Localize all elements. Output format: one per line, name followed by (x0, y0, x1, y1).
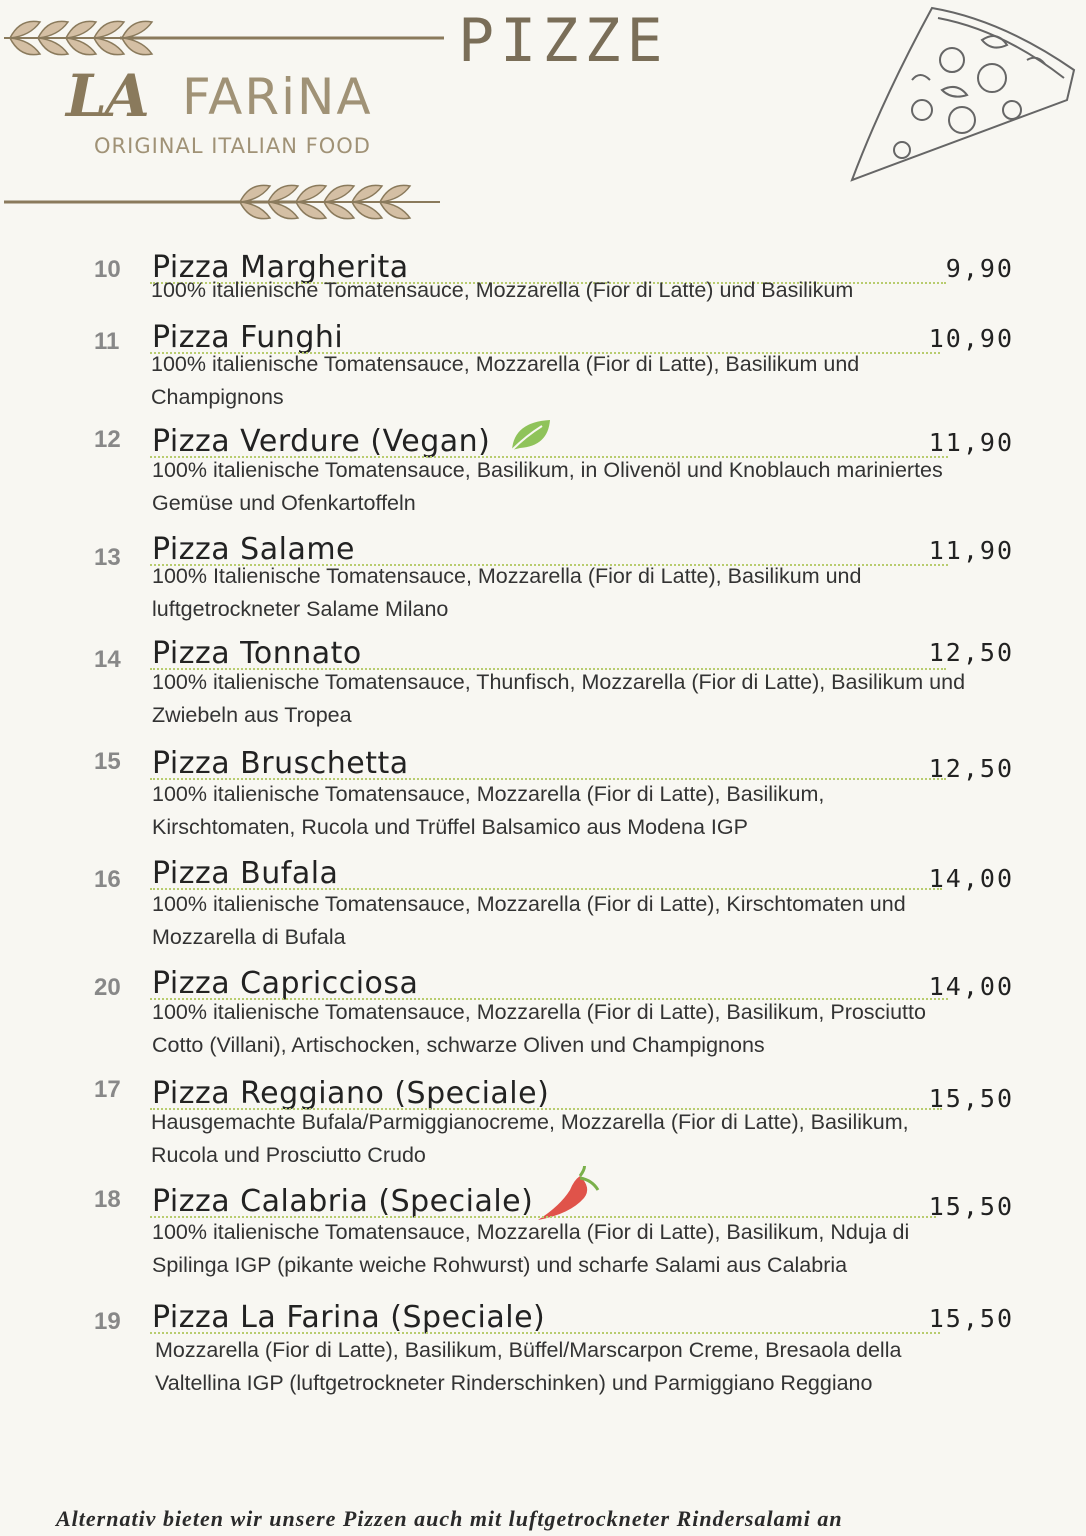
item-description: Mozzarella (Fior di Latte), Basilikum, Büffel/Marscarpon Creme, Bresaola della Valtellina IGP (luftgetrockneter Rinderschinken) und Parmiggiano Reggiano (155, 1338, 902, 1395)
item-number: 19 (94, 1308, 121, 1335)
page-title: PIZZE (458, 6, 669, 76)
item-number: 15 (94, 748, 121, 775)
item-price: 14,00 (928, 864, 1014, 893)
item-price: 15,50 (928, 1192, 1014, 1221)
item-description: 100% italienische Tomatensauce, Mozzarella (Fior di Latte) und Basilikum (151, 278, 854, 302)
item-name: Pizza Tonnato (152, 636, 362, 671)
wheat-stalk-icon (0, 8, 450, 68)
item-price: 11,90 (928, 428, 1014, 457)
item-description: 100% italienische Tomatensauce, Mozzarella (Fior di Latte), Basilikum, Kirschtomaten, Rucola und Trüffel Balsamico aus Modena IGP (152, 782, 825, 839)
wheat-stalk-icon (0, 172, 450, 232)
item-name: Pizza Bruschetta (152, 746, 409, 781)
item-name: Pizza Margherita (152, 250, 409, 285)
item-price: 10,90 (928, 324, 1014, 353)
item-number: 16 (94, 866, 121, 893)
item-description: 100% italienische Tomatensauce, Mozzarella (Fior di Latte), Kirschtomaten und Mozzarella di Bufala (152, 892, 906, 949)
item-number: 10 (94, 256, 121, 283)
item-price: 12,50 (928, 638, 1014, 667)
pizza-slice-icon (842, 0, 1082, 190)
item-number: 18 (94, 1186, 121, 1213)
item-number: 12 (94, 426, 121, 453)
item-name: Pizza Salame (152, 532, 356, 567)
item-name: Pizza Calabria (Speciale) (152, 1184, 534, 1219)
footer-note: Alternativ bieten wir unsere Pizzen auch mit luftgetrockneter Rindersalami an (56, 1506, 843, 1531)
item-number: 13 (94, 544, 121, 571)
item-price: 15,50 (928, 1084, 1014, 1113)
item-description: 100% italienische Tomatensauce, Mozzarella (Fior di Latte), Basilikum, Prosciutto Cotto (Villani), Artischocken, schwarze Oliven und Champignons (152, 1000, 926, 1057)
item-price: 12,50 (928, 754, 1014, 783)
item-name: Pizza Reggiano (Speciale) (152, 1076, 550, 1111)
brand-tagline: ORIGINAL ITALIAN FOOD (94, 134, 371, 158)
item-description: Hausgemachte Bufala/Parmiggianocreme, Mozzarella (Fior di Latte), Basilikum, Rucola und Prosciutto Crudo (151, 1110, 909, 1167)
item-description: 100% Italienische Tomatensauce, Mozzarella (Fior di Latte), Basilikum und luftgetrockneter Salame Milano (152, 564, 862, 621)
brand-farina: FARiNA (182, 68, 373, 126)
item-price: 9,90 (945, 254, 1014, 283)
item-number: 20 (94, 974, 121, 1001)
item-price: 14,00 (928, 972, 1014, 1001)
item-number: 11 (94, 328, 120, 355)
item-description: 100% italienische Tomatensauce, Basilikum, in Olivenöl und Knoblauch mariniertes Gemüse und Ofenkartoffeln (152, 458, 943, 515)
item-name: Pizza Bufala (152, 856, 339, 891)
item-name: Pizza Verdure (Vegan) (152, 424, 491, 459)
brand-la: LA (66, 62, 148, 130)
item-number: 14 (94, 646, 121, 673)
leaf-icon (508, 416, 554, 454)
item-number: 17 (94, 1076, 121, 1103)
item-price: 15,50 (928, 1304, 1014, 1333)
menu-header (0, 0, 1086, 230)
item-description: 100% italienische Tomatensauce, Mozzarella (Fior di Latte), Basilikum, Nduja di Spilinga IGP (pikante weiche Rohwurst) und scharfe Salami aus Calabria (152, 1220, 910, 1277)
item-description: 100% italienische Tomatensauce, Thunfisch, Mozzarella (Fior di Latte), Basilikum und Zwiebeln aus Tropea (152, 670, 966, 727)
item-price: 11,90 (928, 536, 1014, 565)
item-name: Pizza Funghi (152, 320, 344, 355)
item-name: Pizza Capricciosa (152, 966, 419, 1001)
item-description: 100% italienische Tomatensauce, Mozzarella (Fior di Latte), Basilikum und Champignons (151, 352, 860, 409)
item-name: Pizza La Farina (Speciale) (152, 1300, 546, 1335)
